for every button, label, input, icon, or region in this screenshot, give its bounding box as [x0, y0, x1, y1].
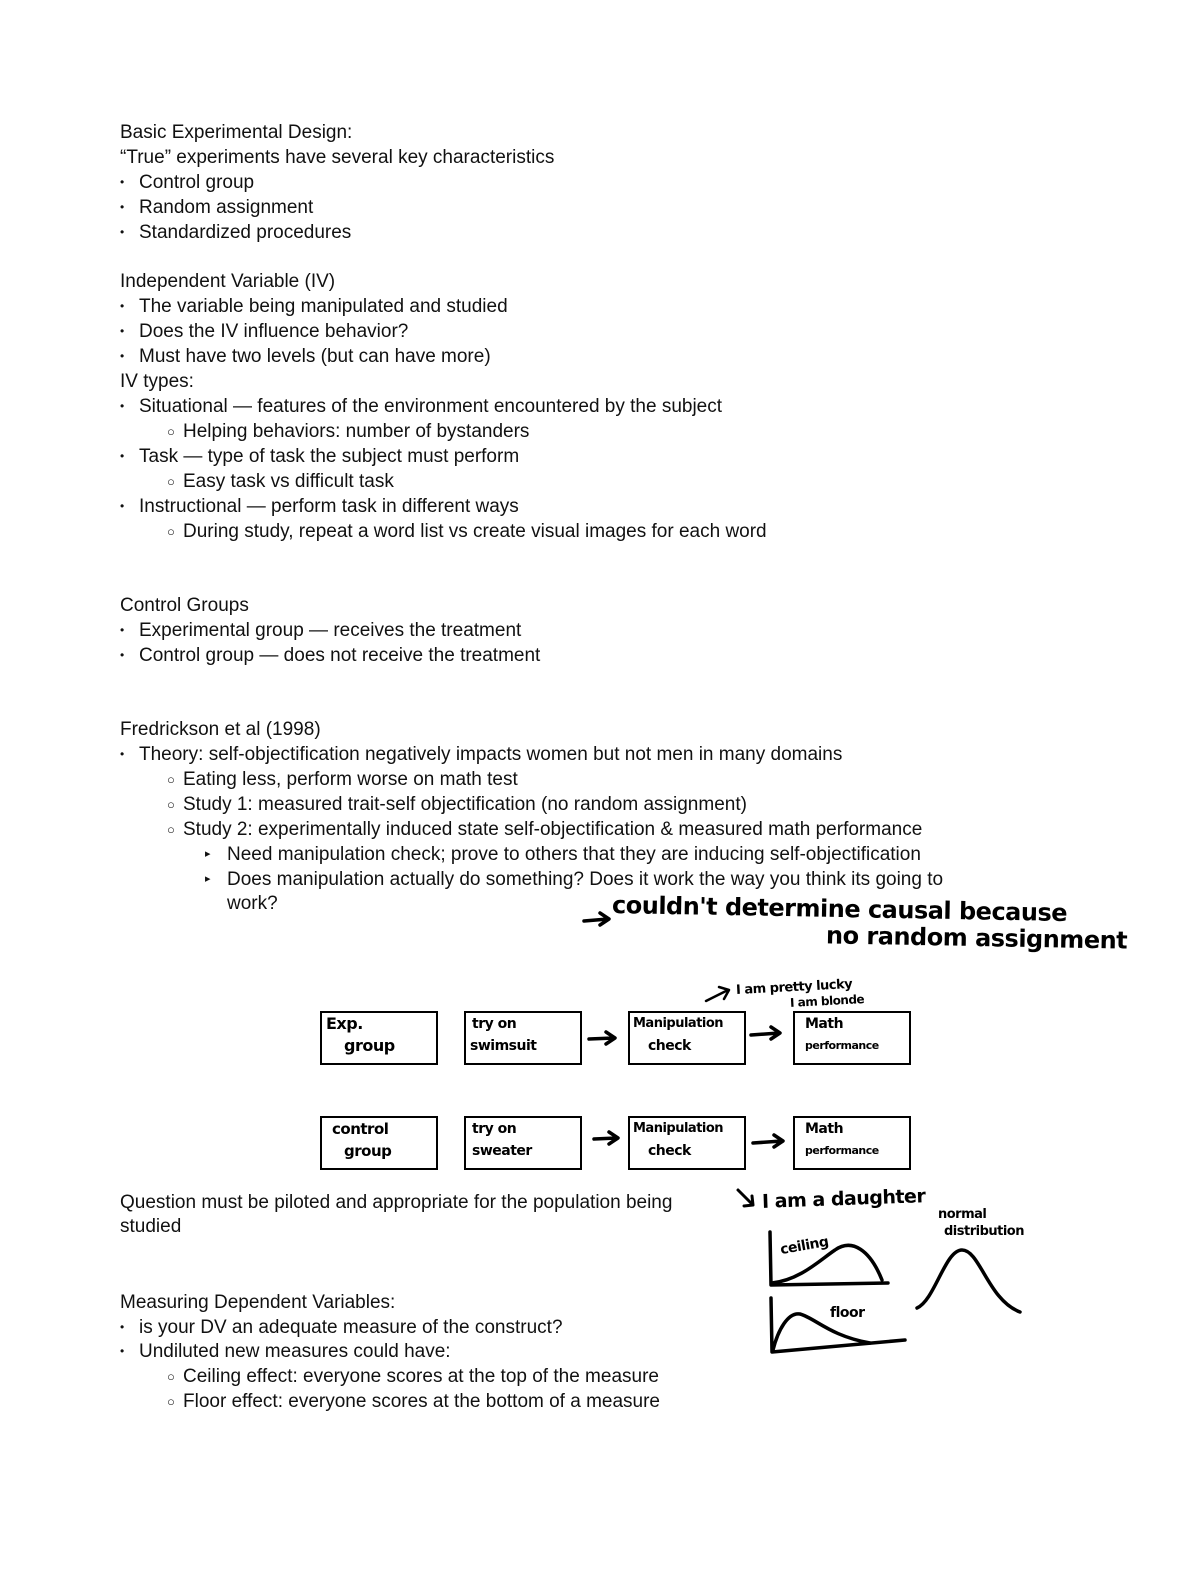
flow-box-manipulation-check: Manipulation check: [628, 1011, 746, 1065]
arrow-icon: [589, 1032, 615, 1044]
arrow-icon: [594, 1132, 618, 1144]
sketch-label-floor: floor: [830, 1305, 865, 1321]
sketch-label-ceiling: ceiling: [778, 1233, 830, 1259]
flow-box-manipulation-check: Manipulation check: [628, 1116, 746, 1170]
arrow-icon: [706, 987, 729, 1001]
flow-box-exp-group: Exp. group: [320, 1011, 438, 1065]
arrow-icon: [584, 913, 609, 925]
flow-box-math-performance: Math performance: [793, 1116, 911, 1170]
document-page: Basic Experimental Design: “True” experiments have several key characteristics • Control group • Random assignment • Standardized procedures Independent Variable (IV) • The variable being manipulated and studied • Does the IV influence behavior? • Must have two levels (but can have more) IV types: • Situational — features of the environment encountered by the subject ○ Helping behaviors: number of bystanders • Task — type of task the subject must perform ○ Easy task vs difficult task • Instructional — perform task in different ways ○ During study, repeat a word list vs create visual images for each word Control Groups • Experimental group — receives the treatment • Control group — does not receive the treatment Fredrickson et al (1998) • Theory: self-objectification negatively impacts women but not men in many domains ○ Eating less, perform worse on math test ○ Study 1: measured trait-self objectification (no random assignment) ○ Study 2: experimentally induced state self-objectification & measured math performance ▸ Need manipulation check; prove to others that they are inducing self-objectification ▸ Does manipulation actually do something? Does it work the way you think its going to work? Question must be piloted and appropriate for the population being studied Measuring Dependent Variables: • is your DV an adequate measure of the construct? • Undiluted new measures could have: ○ Ceiling effect: everyone scores at the top of the measure ○ Floor effect: everyone scores at the bottom of a measure couldn't determine causal because no random assignment I am pretty lucky I am blonde Exp. group try on swimsuit Manipulation check Math performance control group try on sweater Manipulation check Math performance I am a daughter ceiling floor normal distribution: [0, 0, 1200, 1570]
ceiling-curve-icon: [772, 1245, 882, 1283]
arrow-icon: [753, 1135, 783, 1147]
normal-curve-icon: [917, 1250, 1020, 1312]
handwritten-note: I am blonde: [789, 992, 865, 1010]
floor-axes-icon: [771, 1298, 905, 1352]
arrow-icon: [738, 1190, 753, 1206]
flow-box-swimsuit: try on swimsuit: [464, 1011, 582, 1065]
handwritten-causal-note: no random assignment: [825, 921, 1128, 955]
handwritten-note: I am pretty lucky: [735, 976, 853, 999]
flow-box-control-group: control group: [320, 1116, 438, 1170]
handwritten-causal-note: couldn't determine causal because: [611, 891, 1068, 927]
flow-box-sweater: try on sweater: [464, 1116, 582, 1170]
sketch-label-normal: distribution: [944, 1224, 1024, 1239]
handwritten-note: I am a daughter: [761, 1185, 926, 1213]
sketch-label-normal: normal: [938, 1207, 987, 1222]
arrow-icon: [751, 1027, 780, 1039]
flow-box-math-performance: Math performance: [793, 1011, 911, 1065]
